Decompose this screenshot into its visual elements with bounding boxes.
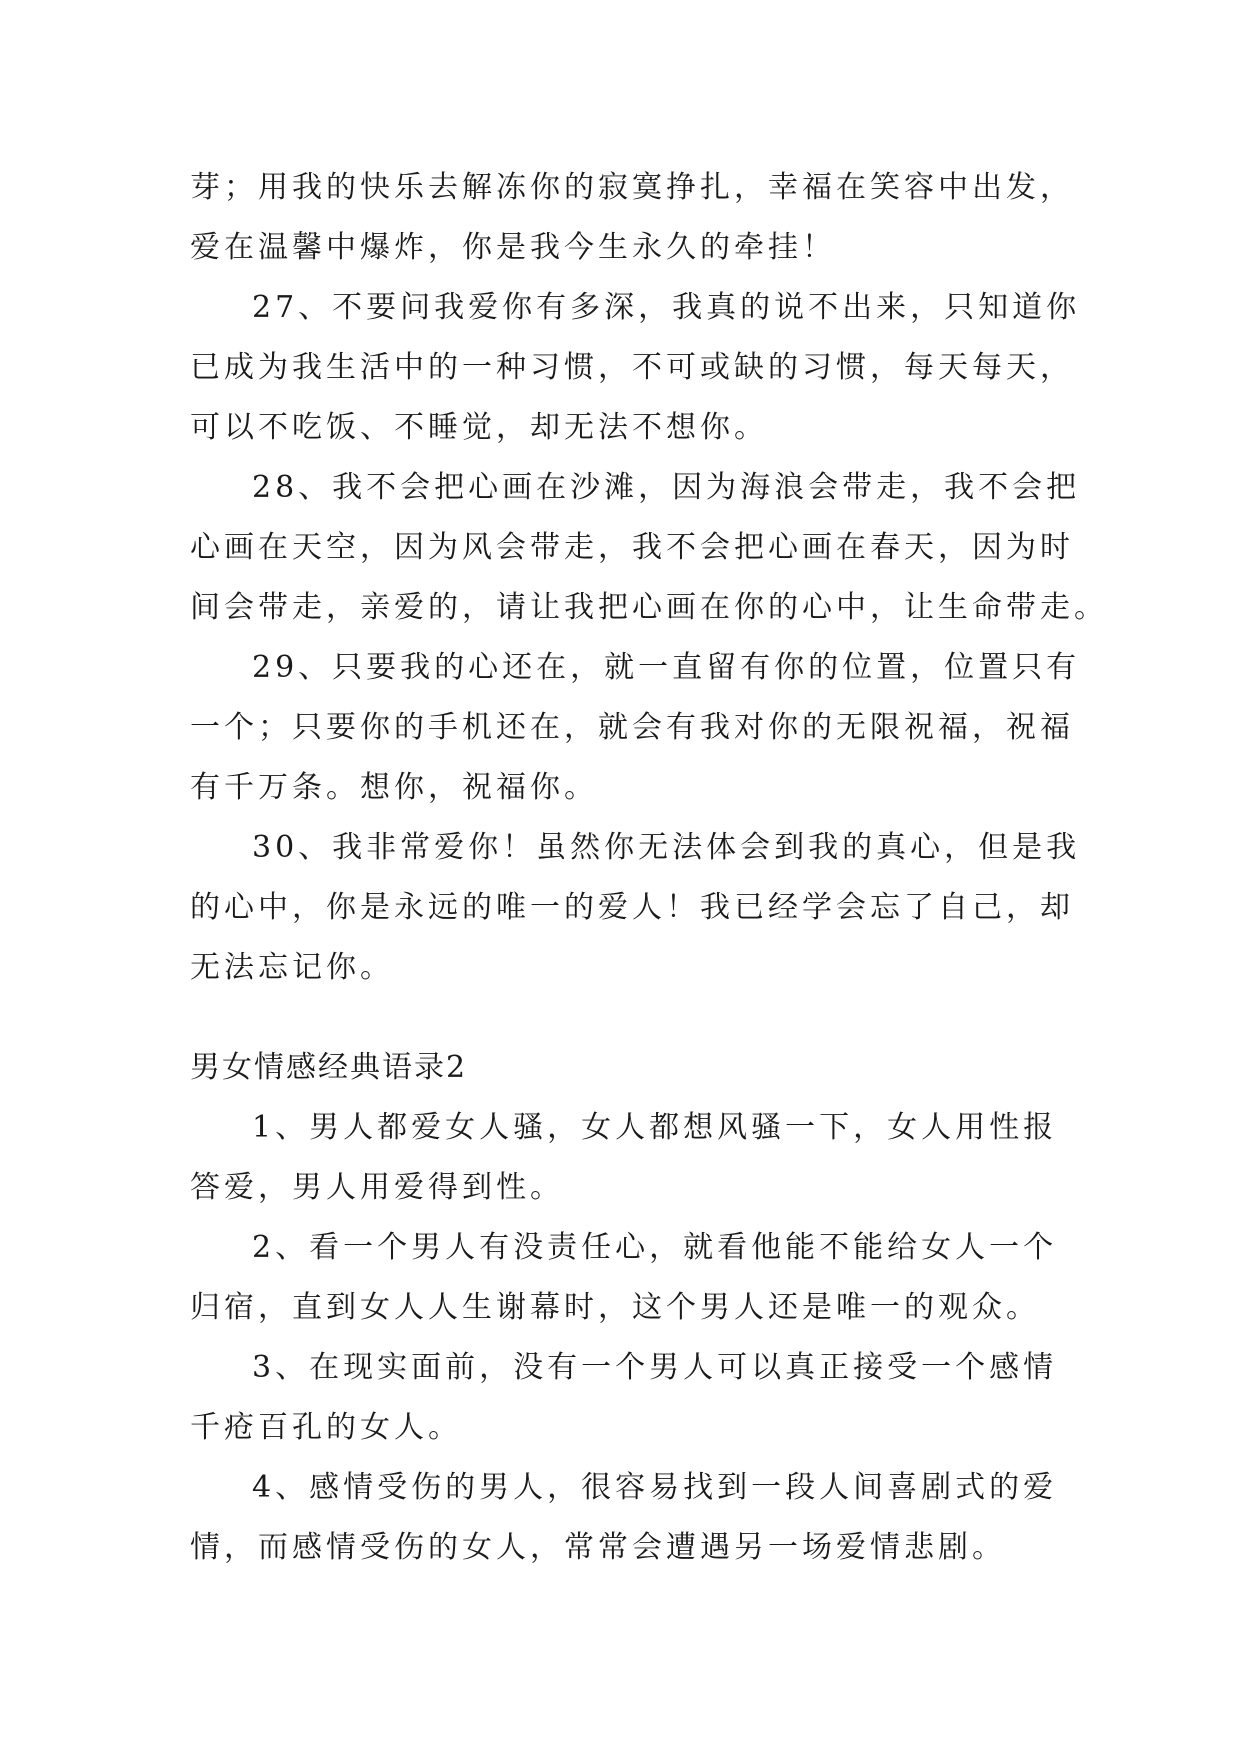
text-line: 29、只要我的心还在，就一直留有你的位置，位置只有: [252, 650, 1081, 685]
text-line: 情，而感情受伤的女人，常常会遭遇另一场爱情悲剧。: [190, 1530, 1006, 1565]
text-line: 的心中，你是永远的唯一的爱人！我已经学会忘了自己，却: [190, 890, 1074, 925]
text-line: 答爱，男人用爱得到性。: [190, 1170, 564, 1205]
text-line: 心画在天空，因为风会带走，我不会把心画在春天，因为时: [190, 530, 1074, 565]
text-line: 间会带走，亲爱的，请让我把心画在你的心中，让生命带走。: [190, 590, 1108, 625]
text-line: 30、我非常爱你！虽然你无法体会到我的真心，但是我: [252, 830, 1081, 865]
text-line: 千疮百孔的女人。: [190, 1410, 462, 1445]
text-line: 27、不要问我爱你有多深，我真的说不出来，只知道你: [252, 290, 1081, 325]
text-line: 4、感情受伤的男人，很容易找到一段人间喜剧式的爱: [252, 1470, 1058, 1505]
text-line: 3、在现实面前，没有一个男人可以真正接受一个感情: [252, 1350, 1058, 1385]
text-line: 一个；只要你的手机还在，就会有我对你的无限祝福，祝福: [190, 710, 1074, 745]
section-heading: 男女情感经典语录2: [190, 1050, 468, 1085]
text-line: 已成为我生活中的一种习惯，不可或缺的习惯，每天每天，: [190, 350, 1074, 385]
text-line: 2、看一个男人有没责任心，就看他能不能给女人一个: [252, 1230, 1058, 1265]
text-line: 可以不吃饭、不睡觉，却无法不想你。: [190, 410, 768, 445]
text-line: 28、我不会把心画在沙滩，因为海浪会带走，我不会把: [252, 470, 1081, 505]
text-line: 芽；用我的快乐去解冻你的寂寞挣扎，幸福在笑容中出发，: [190, 170, 1074, 205]
text-line: 无法忘记你。: [190, 950, 394, 985]
text-line: 有千万条。想你，祝福你。: [190, 770, 598, 805]
text-line: 1、男人都爱女人骚，女人都想风骚一下，女人用性报: [252, 1110, 1058, 1145]
text-line: 归宿，直到女人人生谢幕时，这个男人还是唯一的观众。: [190, 1290, 1040, 1325]
text-line: 爱在温馨中爆炸，你是我今生永久的牵挂！: [190, 230, 836, 265]
